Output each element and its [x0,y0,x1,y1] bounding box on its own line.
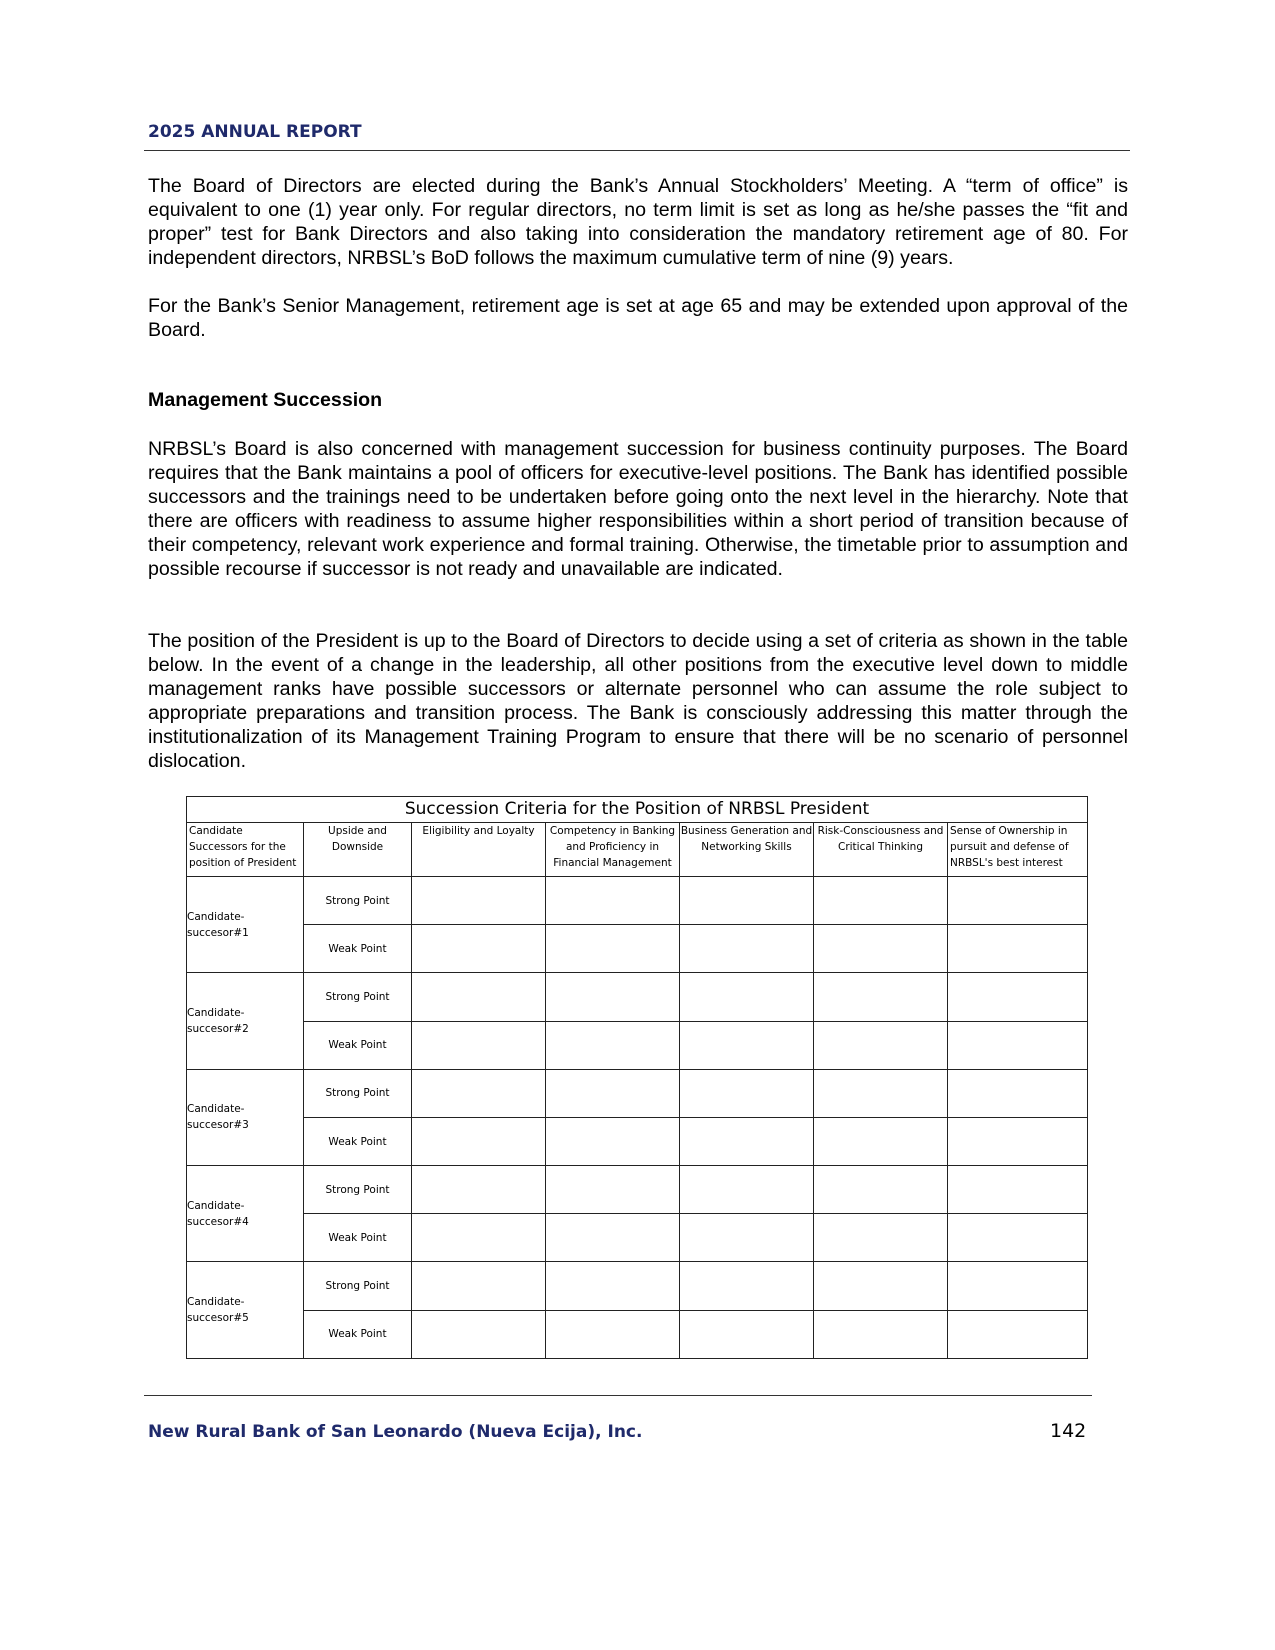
empty-cell [412,1310,546,1358]
table-row [187,973,1088,1021]
empty-cell [546,1166,680,1214]
table-row [187,925,1088,973]
empty-cell [814,1166,948,1214]
weak-point-label: Weak Point [304,1117,412,1165]
empty-cell [412,1166,546,1214]
empty-cell [546,1021,680,1069]
empty-cell [546,876,680,924]
empty-cell [412,1069,546,1117]
paragraph-president-criteria: The position of the President is up to the Board of Directors to decide using a set of criteria as shown in the table below. In the event of a change in the leadership, all other positions from the executive level down to middle management ranks have possible successors or alternate personnel who can assume the role subject to appropriate preparations and transition process. The Bank is consciously addressing this matter through the institutionalization of its Management Training Program to ensure that there will be no scenario of personnel dislocation. [148,630,1128,772]
candidate-cell: Candidate-succesor#3 [187,1069,304,1165]
weak-point-label: Weak Point [304,1214,412,1262]
empty-cell [546,1310,680,1358]
table-row [187,1069,1088,1117]
candidate-cell: Candidate-succesor#5 [187,1262,304,1359]
empty-cell [412,1021,546,1069]
empty-cell [814,876,948,924]
table-title: Succession Criteria for the Position of NRBSL President [187,797,1088,823]
empty-cell [680,973,814,1021]
strong-point-label: Strong Point [304,1262,412,1310]
table-title-row [187,797,1088,823]
empty-cell [680,1310,814,1358]
empty-cell [680,1069,814,1117]
table-row [187,1021,1088,1069]
strong-point-label: Strong Point [304,973,412,1021]
paragraph-succession: NRBSL’s Board is also concerned with management succession for business continuity purposes. The Board requires that the Bank maintains a pool of officers for executive-level positions. The Bank has identified possible successors and the trainings need to be undertaken before going onto the next level in the hierarchy. Note that there are officers with readiness to assume higher responsibilities within a short period of transition because of their competency, relevant work experience and formal training. Otherwise, the timetable prior to assumption and possible recourse if successor is not ready and unavailable are indicated. [148,438,1128,580]
empty-cell [412,876,546,924]
weak-point-label: Weak Point [304,1310,412,1358]
empty-cell [814,1262,948,1310]
strong-point-label: Strong Point [304,876,412,924]
header-competency: Competency in Banking and Proficiency in Financial Management [546,822,680,876]
header-ownership: Sense of Ownership in pursuit and defense of NRBSL's best interest [948,822,1088,876]
section-heading: Management Succession [148,389,383,411]
empty-cell [412,925,546,973]
empty-cell [680,1214,814,1262]
report-title: 2025 ANNUAL REPORT [148,122,362,142]
empty-cell [948,1310,1088,1358]
table-row [187,1166,1088,1214]
empty-cell [814,1310,948,1358]
empty-cell [680,1262,814,1310]
empty-cell [814,1214,948,1262]
empty-cell [680,925,814,973]
header-business-generation: Business Generation and Networking Skills [680,822,814,876]
strong-point-label: Strong Point [304,1166,412,1214]
candidate-cell: Candidate-succesor#2 [187,973,304,1069]
empty-cell [680,1166,814,1214]
header-divider [144,150,1130,151]
paragraph-board-terms: The Board of Directors are elected during the Bank’s Annual Stockholders’ Meeting. A “term of office” is equivalent to one (1) year only. For regular directors, no term limit is set as long as he/she passes the “fit and proper” test for Bank Directors and also taking into consideration the mandatory retirement age of 80. For independent directors, NRBSL’s BoD follows the maximum cumulative term of nine (9) years. [148,175,1128,269]
empty-cell [546,1214,680,1262]
empty-cell [546,1262,680,1310]
empty-cell [546,973,680,1021]
empty-cell [948,1117,1088,1165]
empty-cell [546,925,680,973]
empty-cell [546,1069,680,1117]
header-eligibility: Eligibility and Loyalty [412,822,546,876]
candidate-cell: Candidate-succesor#4 [187,1166,304,1262]
empty-cell [948,1214,1088,1262]
paragraph-retirement: For the Bank’s Senior Management, retirement age is set at age 65 and may be extended upon approval of the Board. [148,295,1128,341]
header-upside-downside: Upside and Downside [304,822,412,876]
empty-cell [948,1021,1088,1069]
candidate-cell: Candidate-succesor#1 [187,876,304,972]
table-row [187,1117,1088,1165]
weak-point-label: Weak Point [304,1021,412,1069]
succession-criteria-table [186,796,1088,1359]
strong-point-label: Strong Point [304,1069,412,1117]
empty-cell [814,1021,948,1069]
empty-cell [546,1117,680,1165]
empty-cell [948,925,1088,973]
empty-cell [412,973,546,1021]
page-number: 142 [1050,1420,1087,1442]
empty-cell [814,1069,948,1117]
empty-cell [680,876,814,924]
footer-bank-name: New Rural Bank of San Leonardo (Nueva Ecija), Inc. [148,1422,643,1442]
empty-cell [814,1117,948,1165]
empty-cell [412,1262,546,1310]
empty-cell [412,1214,546,1262]
empty-cell [948,1069,1088,1117]
footer-divider [144,1395,1092,1396]
weak-point-label: Weak Point [304,925,412,973]
empty-cell [814,925,948,973]
table-header-row [187,822,1088,876]
table-row [187,876,1088,924]
table-row [187,1214,1088,1262]
empty-cell [948,1262,1088,1310]
empty-cell [948,876,1088,924]
empty-cell [680,1021,814,1069]
table-row [187,1262,1088,1310]
empty-cell [948,973,1088,1021]
empty-cell [412,1117,546,1165]
table-row [187,1310,1088,1358]
header-risk-consciousness: Risk-Consciousness and Critical Thinking [814,822,948,876]
header-candidate: Candidate Successors for the position of President [187,822,304,876]
empty-cell [814,973,948,1021]
empty-cell [948,1166,1088,1214]
empty-cell [680,1117,814,1165]
